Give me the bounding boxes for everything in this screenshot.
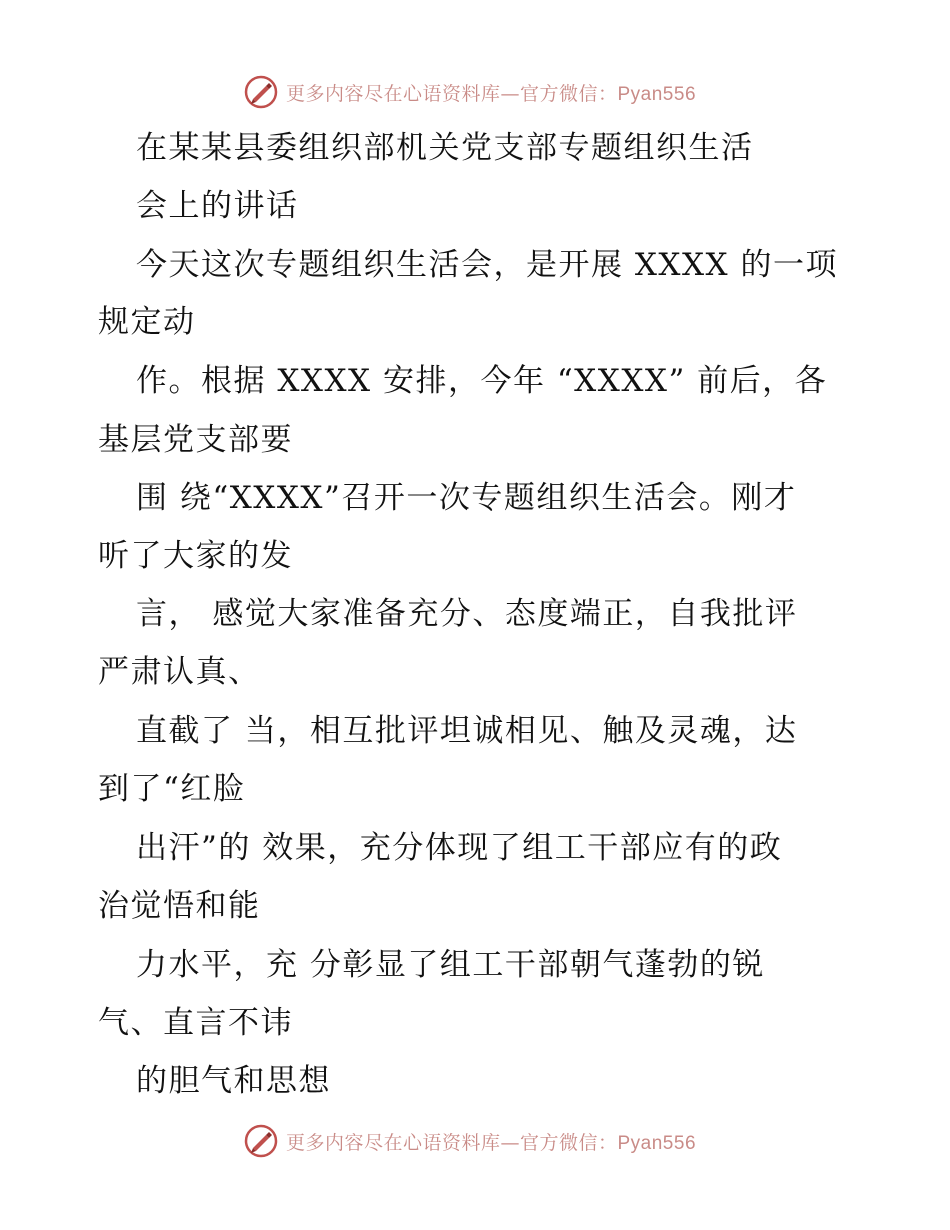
title-line-1: 在某某县委组织部机关党支部专题组织生活 [136,130,754,166]
title-line-2: 会上的讲话 [136,188,299,224]
watermark-text: 更多内容尽在心语资料库—官方微信：Pyan556 [285,1131,697,1154]
paragraph-line: 围 绕“XXXX”召开一次专题组织生活会。刚才 [136,480,797,516]
paragraph-line: 的胆气和思想 [136,1063,331,1099]
footer-watermark [0,1121,950,1161]
paragraph-line: 基层党支部要 [98,422,293,458]
paragraph-line: 到了“红脸 [98,771,246,807]
paragraph-line: 严肃认真、 [98,654,261,690]
paragraph-line: 直截了 当，相互批评坦诚相见、触及灵魂，达 [136,713,798,749]
paragraph-line: 听了大家的发 [98,538,293,574]
pen-logo-icon [244,75,278,109]
paragraph-line: 规定动 [98,304,196,340]
watermark-text: 更多内容尽在心语资料库—官方微信：Pyan556 [285,82,697,105]
paragraph-line: 今天这次专题组织生活会，是开展 XXXX 的一项 [136,247,838,283]
paragraph-line: 出汗”的 效果，充分体现了组工干部应有的政 [136,830,783,866]
paragraph-line: 言， 感觉大家准备充分、态度端正，自我批评 [136,596,798,632]
pen-logo-icon [244,1124,278,1158]
paragraph-line: 治觉悟和能 [98,888,261,924]
header-watermark [0,72,950,112]
paragraph-line: 力水平，充 分彰显了组工干部朝气蓬勃的锐 [136,947,777,983]
paragraph-line: 作。根据 XXXX 安排，今年 “XXXX” 前后，各 [136,363,828,399]
paragraph-line: 气、直言不讳 [98,1005,293,1041]
